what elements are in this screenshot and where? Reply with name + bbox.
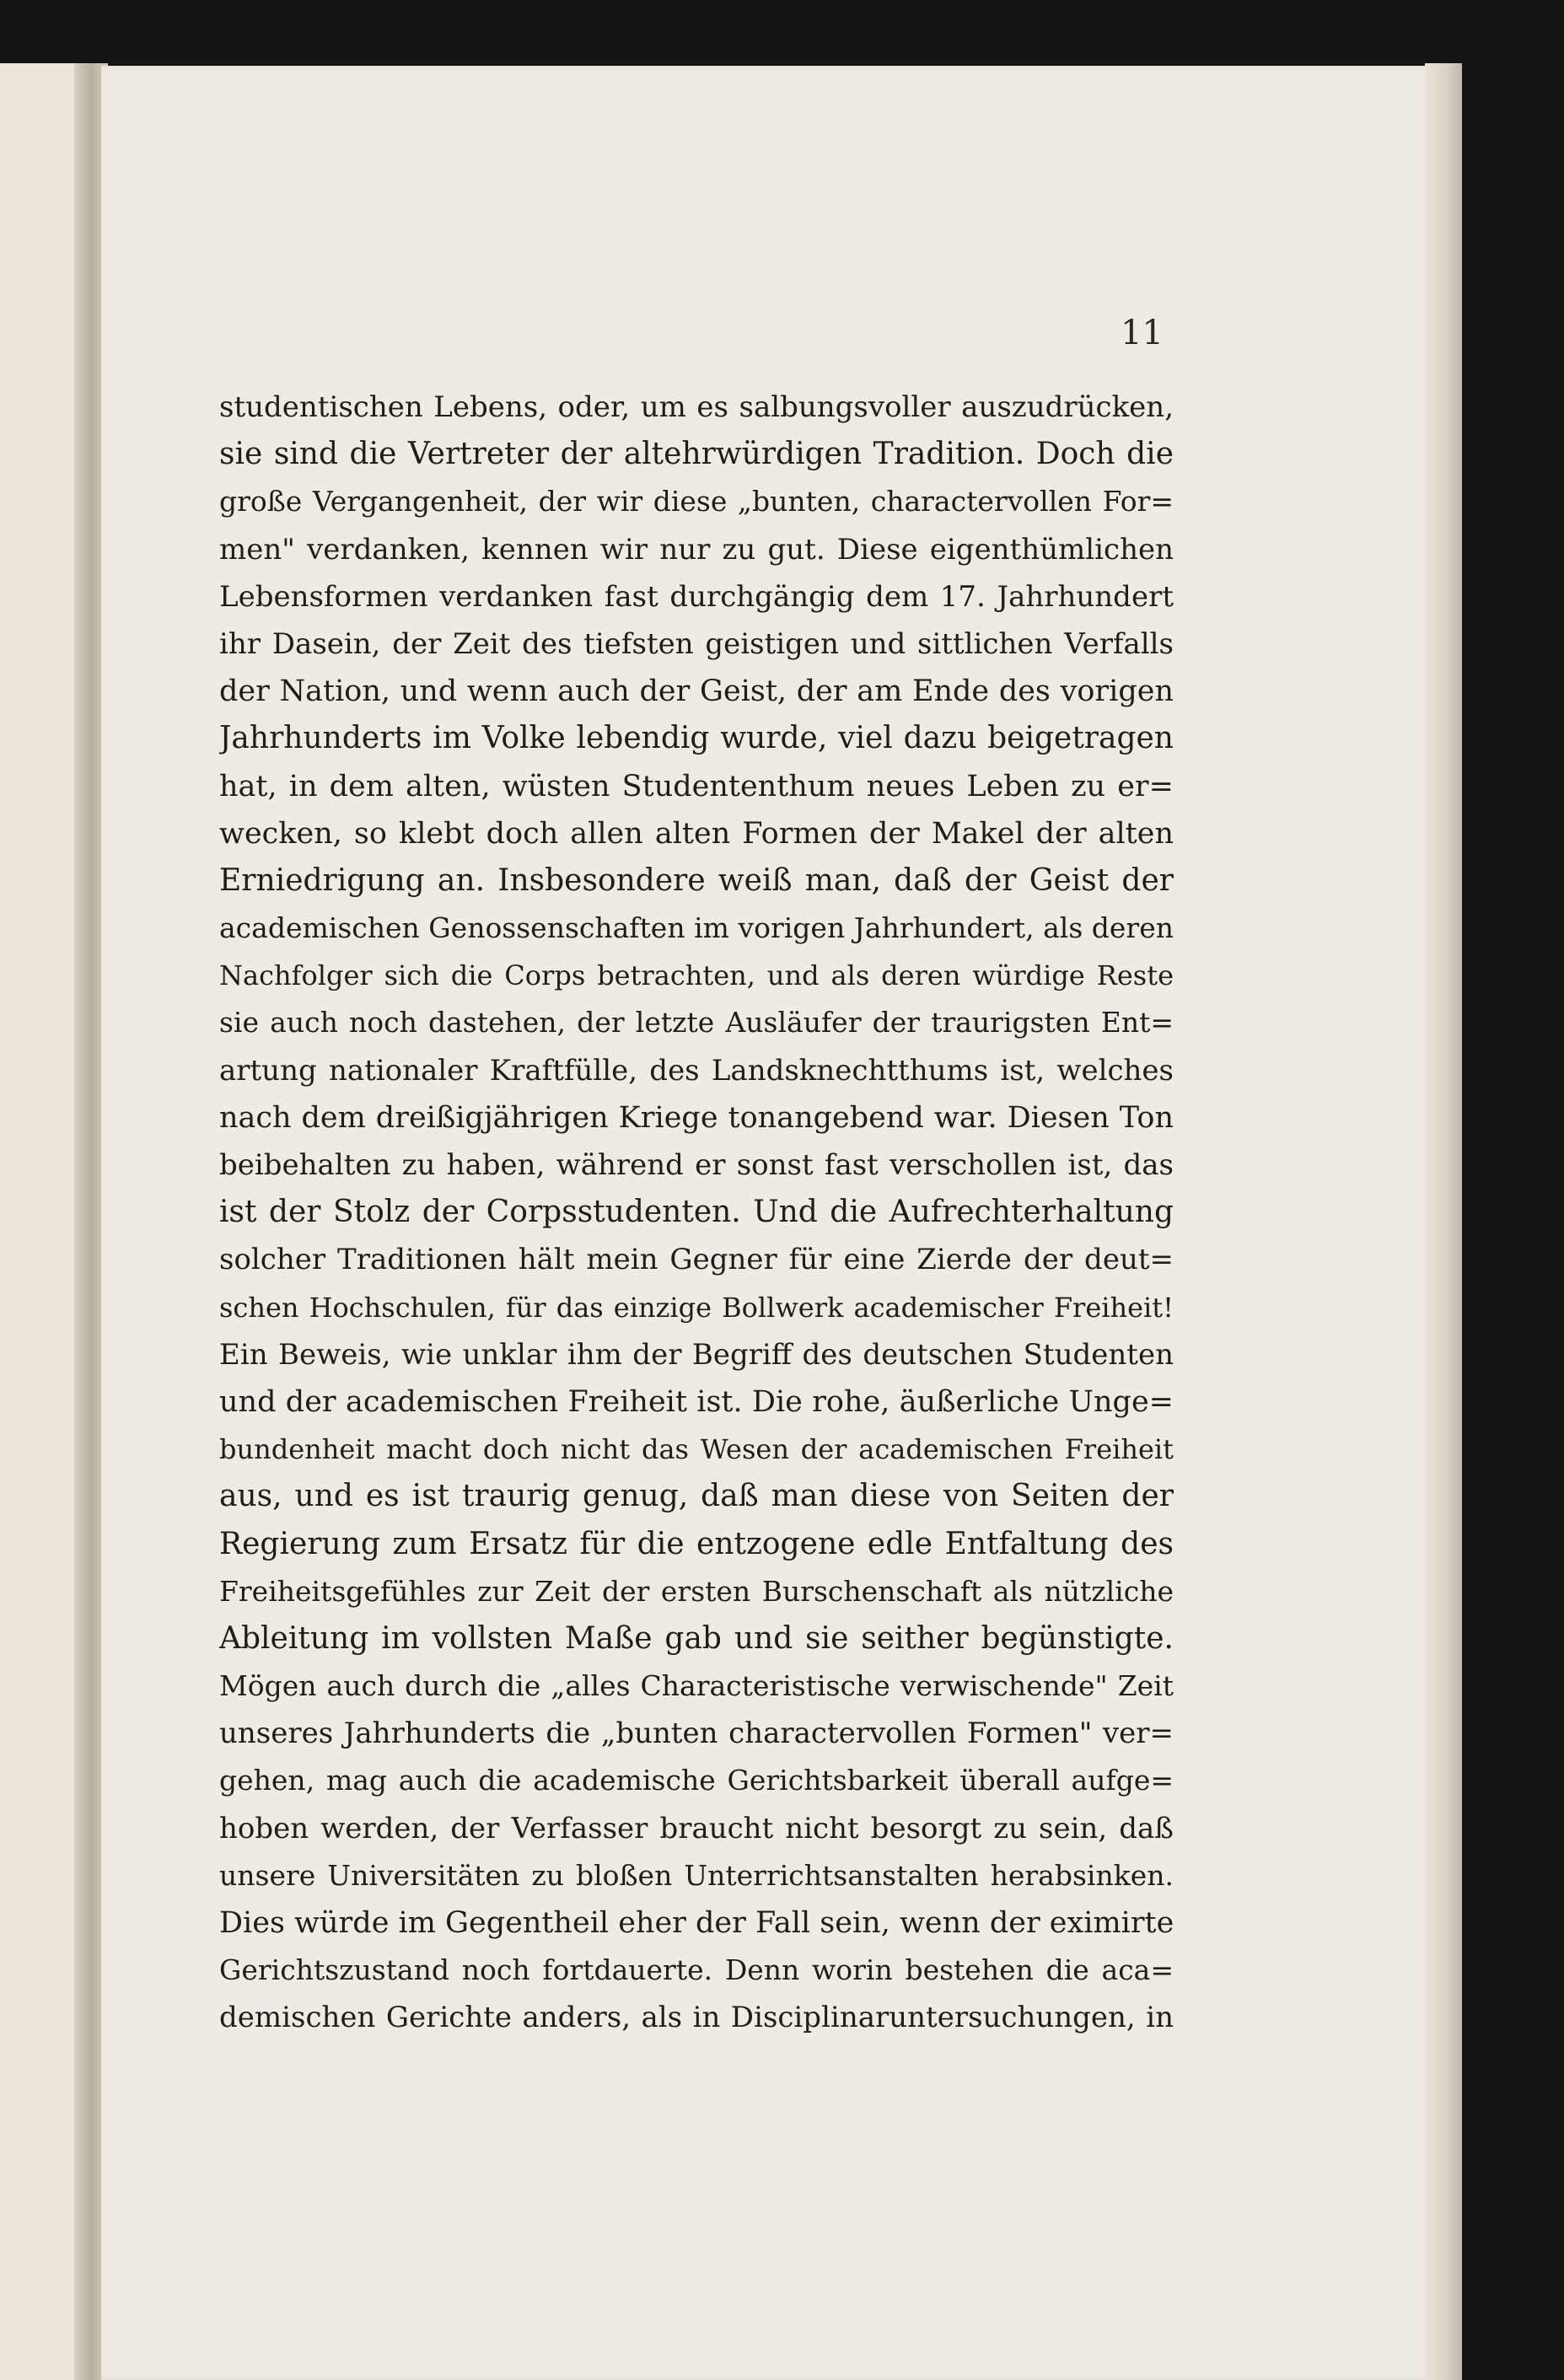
text-line: hat, in dem alten, wüsten Studententhum neues Leben zu er= — [219, 769, 1174, 803]
text-line: men" verdanken, kennen wir nur zu gut. Diese eigenthümlichen — [219, 532, 1174, 567]
text-line: Gerichtszustand noch fortdauerte. Denn worin bestehen die aca= — [219, 1953, 1174, 1987]
text-line: wecken, so klebt doch allen alten Formen der Makel der alten — [219, 816, 1174, 851]
text-line: beibehalten zu haben, während er sonst fast verschollen ist, das — [219, 1148, 1174, 1182]
text-line: Jahrhunderts im Volke lebendig wurde, viel dazu beigetragen — [219, 721, 1174, 756]
text-line: unsere Universitäten zu bloßen Unterrichtsanstalten herabsinken. — [219, 1858, 1174, 1892]
text-line: Ableitung im vollsten Maße gab und sie seither begünstigte. — [219, 1620, 1174, 1656]
text-line: der Nation, und wenn auch der Geist, der am Ende des vorigen — [219, 674, 1174, 709]
page-number: 11 — [1121, 314, 1164, 352]
text-line: Erniedrigung an. Insbesondere weiß man, daß der Geist der — [219, 862, 1174, 898]
text-line: demischen Gerichte anders, als in Disciplinaruntersuchungen, in — [219, 2001, 1174, 2035]
text-line: Lebensformen verdanken fast durchgängig dem 17. Jahrhundert — [219, 579, 1174, 614]
text-line: gehen, mag auch die academische Gerichtsbarkeit überall aufge= — [219, 1764, 1174, 1797]
text-line: große Vergangenheit, der wir diese „bunten, charactervollen For= — [219, 485, 1174, 518]
text-line: Regierung zum Ersatz für die entzogene edle Entfaltung des — [219, 1526, 1174, 1561]
text-line: ist der Stolz der Corpsstudenten. Und die Aufrechterhaltung — [219, 1195, 1174, 1230]
text-line: ihr Dasein, der Zeit des tiefsten geistigen und sittlichen Verfalls — [219, 626, 1174, 661]
text-line: aus, und es ist traurig genug, daß man diese von Seiten der — [219, 1479, 1174, 1514]
text-line: Ein Beweis, wie unklar ihm der Begriff des deutschen Studenten — [219, 1337, 1174, 1372]
text-line: sie sind die Vertreter der altehrwürdigen Tradition. Doch die — [219, 437, 1174, 472]
text-line: sie auch noch dastehen, der letzte Ausläufer der traurigsten Ent= — [219, 1006, 1174, 1040]
text-line: Dies würde im Gegentheil eher der Fall sein, wenn der eximirte — [219, 1906, 1174, 1940]
page-fore-edge — [1425, 63, 1462, 2380]
text-line: bundenheit macht doch nicht das Wesen der academischen Freiheit — [219, 1433, 1174, 1466]
text-line: studentischen Lebens, oder, um es salbungsvoller auszudrücken, — [219, 390, 1174, 424]
text-line: nach dem dreißigjährigen Kriege tonangebend war. Diesen Ton — [219, 1100, 1174, 1135]
text-line: artung nationaler Kraftfülle, des Landsknechtthums ist, welches — [219, 1053, 1174, 1088]
text-line: unseres Jahrhunderts die „bunten charactervollen Formen" ver= — [219, 1717, 1174, 1751]
text-line: solcher Traditionen hält mein Gegner für eine Zierde der deut= — [219, 1243, 1174, 1277]
body-text — [219, 384, 1174, 2042]
text-line: schen Hochschulen, für das einzige Bollwerk academischer Freiheit! — [219, 1291, 1174, 1324]
text-line: hoben werden, der Verfasser braucht nicht besorgt zu sein, daß — [219, 1811, 1174, 1845]
text-line: Nachfolger sich die Corps betrachten, und als deren würdige Reste — [219, 959, 1174, 992]
text-line: Freiheitsgefühles zur Zeit der ersten Burschenschaft als nützliche — [219, 1574, 1174, 1608]
text-line: und der academischen Freiheit ist. Die rohe, äußerliche Unge= — [219, 1384, 1174, 1419]
text-line: academischen Genossenschaften im vorigen Jahrhundert, als deren — [219, 911, 1174, 945]
text-line: Mögen auch durch die „alles Characteristische verwischende" Zeit — [219, 1669, 1174, 1703]
